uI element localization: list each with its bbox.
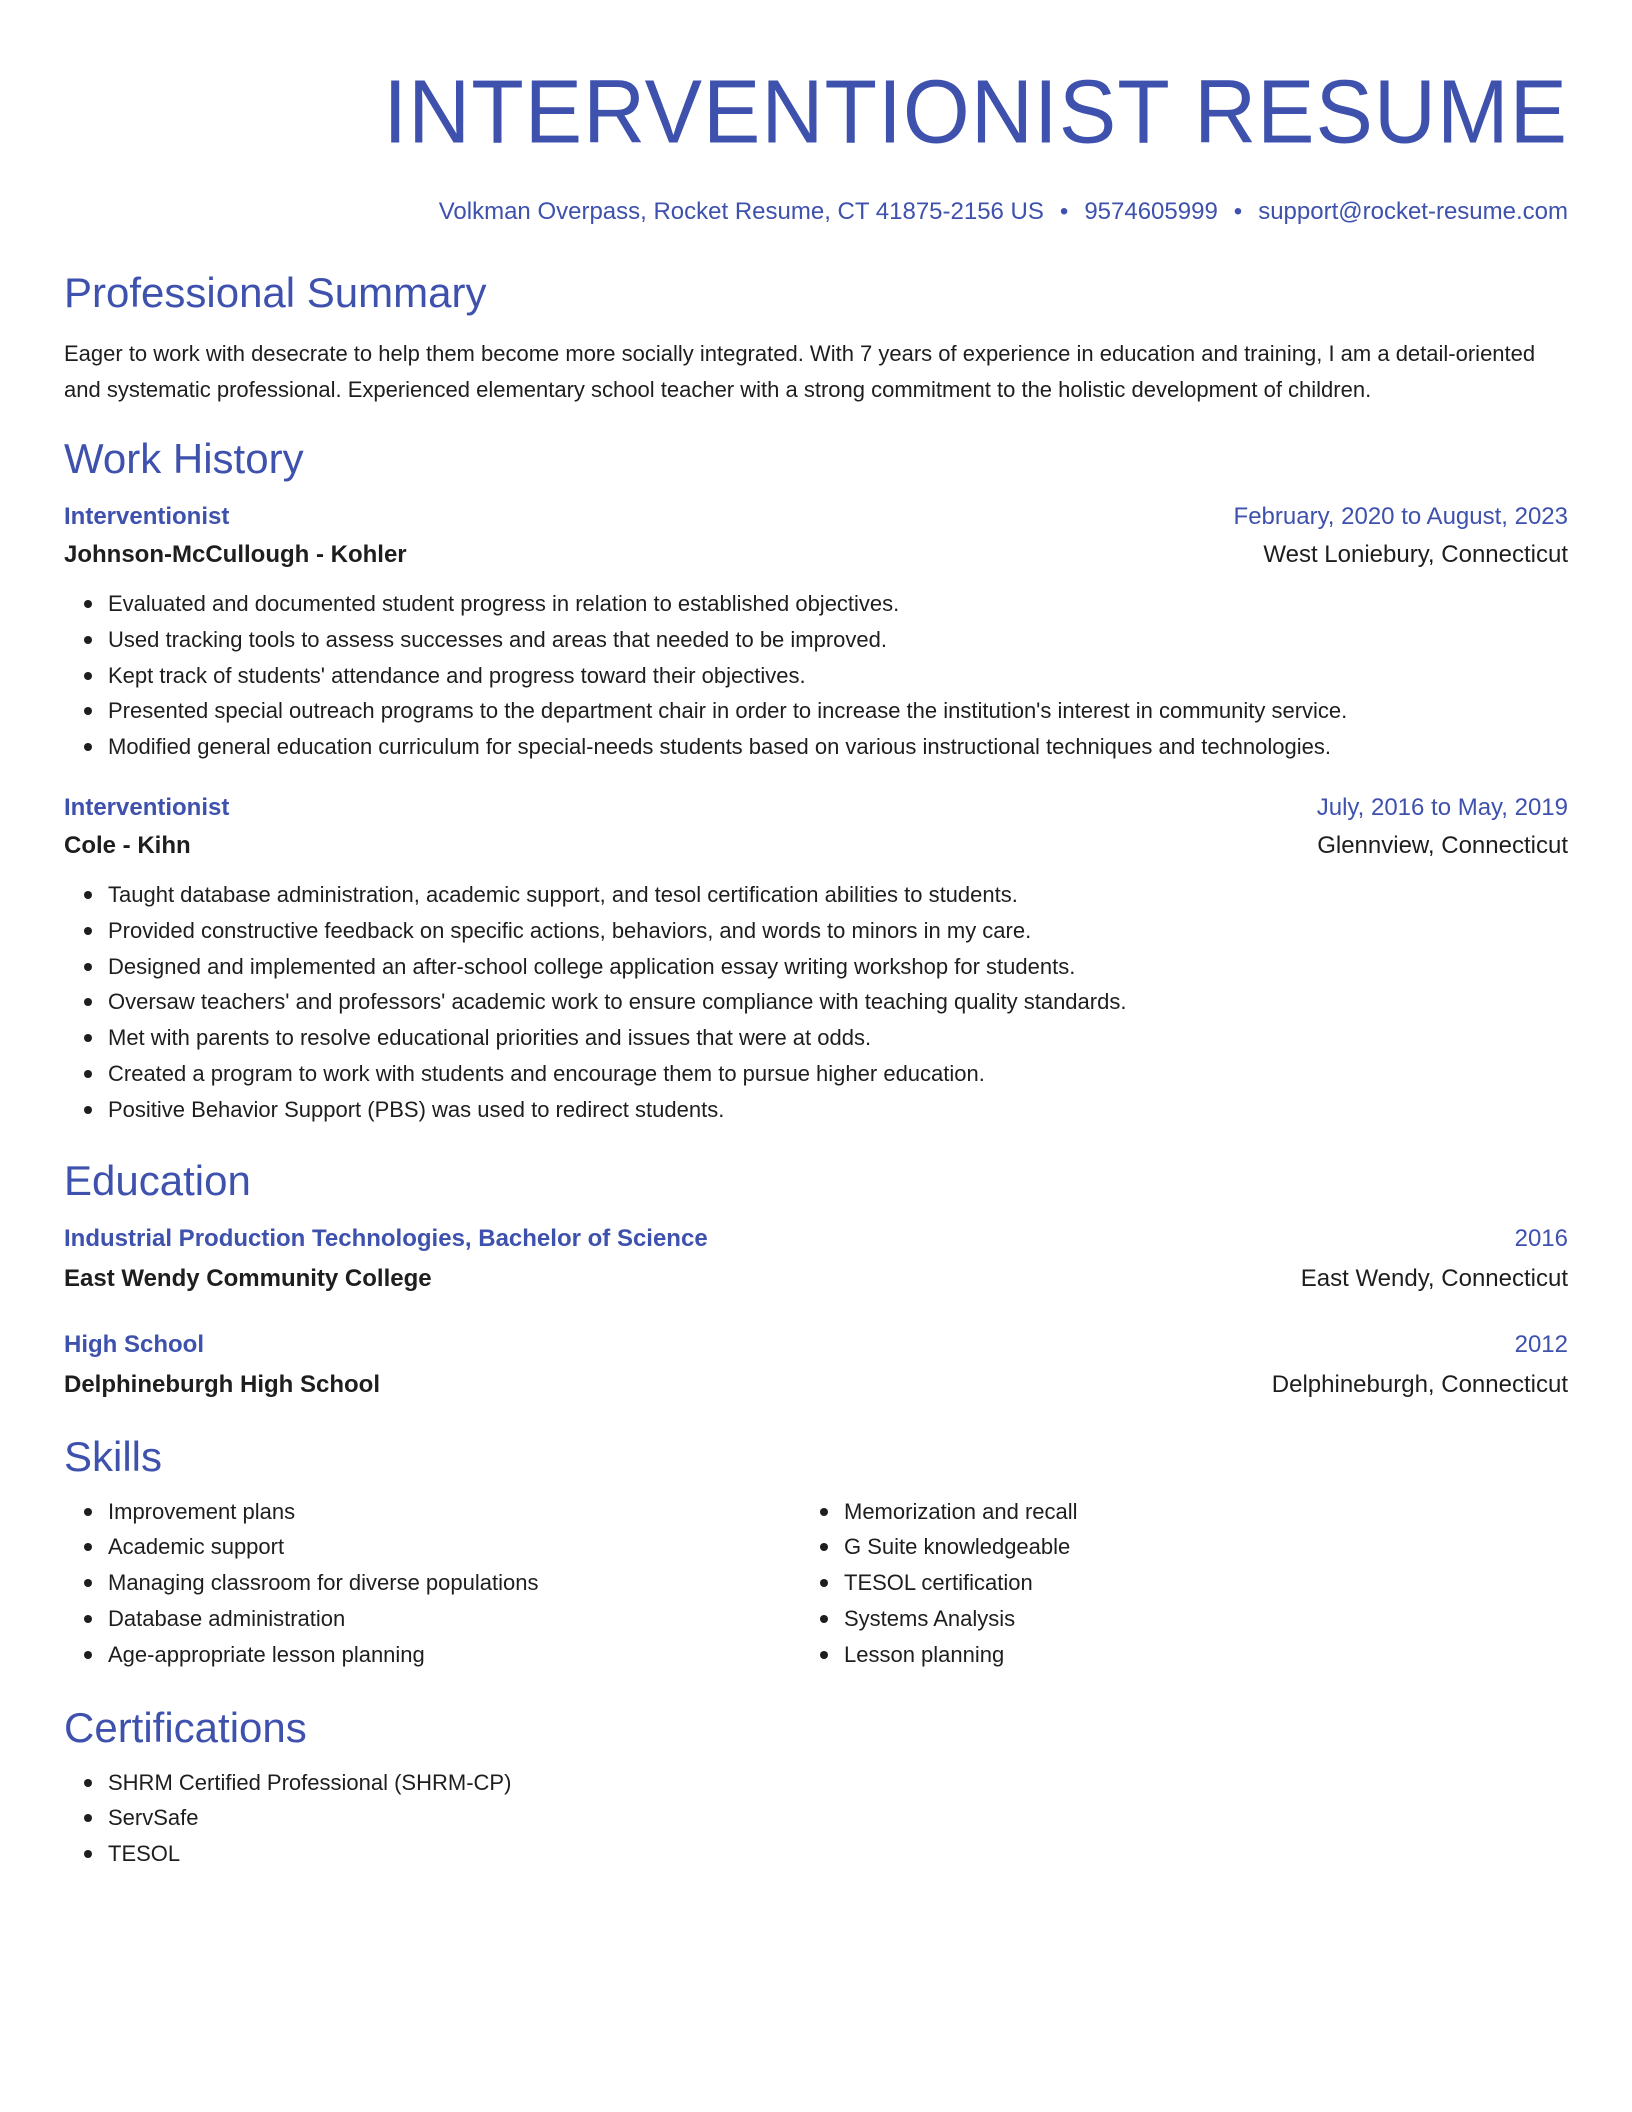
bullet-icon (84, 1543, 92, 1551)
work-history-section (64, 434, 1568, 1128)
bullet-icon (84, 1850, 92, 1858)
summary-section (64, 268, 1568, 408)
job-bullet-list (64, 877, 1568, 1128)
certification-text: TESOL (108, 1841, 181, 1867)
resume-header (64, 52, 1568, 228)
summary-text: Eager to work with desecrate to help them become more socially integrated. With 7 years of experience in education and training, I am a detail-oriented and systematic professional. Experienced elementary school teacher with a strong commitment to the holistic development of children. (64, 341, 1536, 402)
list-item (820, 1637, 1500, 1673)
bullet-icon (84, 672, 92, 680)
list-item-text: Presented special outreach programs to the department chair in order to increase the institution's interest in community service. (108, 698, 1348, 724)
job-employer: Cole - Kihn (64, 831, 191, 859)
list-item-text: Created a program to work with students and encourage them to pursue higher education. (108, 1060, 985, 1086)
list-item (820, 1529, 1500, 1565)
list-item-text: Met with parents to resolve educational priorities and issues that were at odds. (108, 1025, 872, 1051)
skill-text: TESOL certification (844, 1570, 1033, 1596)
certifications-heading: Certifications (64, 1703, 307, 1751)
graduation-year: 2016 (1514, 1224, 1568, 1252)
job-employer: Johnson-McCullough - Kohler (64, 541, 407, 568)
bullet-icon (84, 891, 92, 899)
certification-text: ServSafe (108, 1805, 199, 1831)
list-item-text: Provided constructive feedback on specific actions, behaviors, and words to minors in my care. (108, 917, 1032, 943)
bullet-icon (84, 927, 92, 935)
school-location: Delphineburgh, Connecticut (1271, 1370, 1568, 1398)
list-item (84, 1020, 1568, 1056)
list-item (84, 1836, 1568, 1872)
school-location: East Wendy, Connecticut (1300, 1264, 1568, 1292)
contact-line (64, 196, 1568, 228)
bullet-icon (820, 1508, 828, 1516)
resume-title: INTERVENTIONIST RESUME (383, 61, 1568, 163)
bullet-icon (84, 707, 92, 715)
certification-text: SHRM Certified Professional (SHRM-CP) (108, 1769, 512, 1795)
bullet-icon (820, 1579, 828, 1587)
summary-heading: Professional Summary (64, 269, 487, 316)
list-item-text: Oversaw teachers' and professors' academic work to ensure compliance with teaching quality standards. (108, 989, 1127, 1015)
school-name: East Wendy Community College (64, 1264, 432, 1292)
list-item (84, 622, 1568, 658)
list-item (84, 1494, 800, 1530)
bullet-icon (820, 1543, 828, 1551)
certifications-section (64, 1703, 1568, 1872)
skill-text: Age-appropriate lesson planning (108, 1641, 425, 1667)
bullet-icon (84, 1508, 92, 1516)
list-item-text: Taught database administration, academic support, and tesol certification abilities to students. (108, 881, 1018, 907)
contact-phone: 9574605999 (1084, 198, 1218, 225)
list-item (84, 1092, 1568, 1128)
list-item (84, 1765, 1568, 1801)
list-item (84, 658, 1568, 694)
contact-separator: • (1233, 198, 1243, 225)
list-item-text: Designed and implemented an after-school college application essay writing workshop for students. (108, 953, 1076, 979)
list-item-text: Positive Behavior Support (PBS) was used to redirect students. (108, 1096, 725, 1122)
list-item (84, 586, 1568, 622)
list-item-text: Used tracking tools to assess successes and areas that needed to be improved. (108, 626, 887, 652)
skills-list (800, 1494, 1500, 1673)
list-item (84, 729, 1568, 765)
job-title: Interventionist (64, 503, 230, 530)
job-dates: February, 2020 to August, 2023 (1233, 503, 1568, 530)
bullet-icon (84, 1034, 92, 1042)
work-history-heading: Work History (64, 435, 304, 482)
job-bullet-list (64, 586, 1568, 765)
job-title: Interventionist (64, 793, 230, 821)
list-item (84, 1800, 1568, 1836)
degree-title: Industrial Production Technologies, Bachelor of Science (64, 1224, 708, 1252)
skill-text: Improvement plans (108, 1498, 296, 1524)
job-location: West Loniebury, Connecticut (1263, 541, 1568, 568)
skill-text: G Suite knowledgeable (844, 1534, 1071, 1560)
education-entry (64, 1326, 1568, 1404)
list-item (84, 984, 1568, 1020)
skills-list (64, 1494, 800, 1673)
skill-text: Lesson planning (844, 1641, 1005, 1667)
list-item (84, 1565, 800, 1601)
education-entry (64, 1220, 1568, 1298)
contact-email: support@rocket-resume.com (1258, 198, 1568, 225)
job-location: Glennview, Connecticut (1317, 831, 1568, 859)
list-item (84, 693, 1568, 729)
graduation-year: 2012 (1514, 1330, 1568, 1358)
list-item (84, 913, 1568, 949)
school-name: Delphineburgh High School (64, 1370, 380, 1398)
bullet-icon (84, 1651, 92, 1659)
list-item-text: Evaluated and documented student progress in relation to established objectives. (108, 591, 900, 616)
bullet-icon (84, 1615, 92, 1623)
job-dates: July, 2016 to May, 2019 (1316, 793, 1568, 821)
skills-heading: Skills (64, 1432, 163, 1480)
bullet-icon (84, 1106, 92, 1114)
list-item (820, 1565, 1500, 1601)
job-entry (64, 789, 1568, 1128)
bullet-icon (84, 963, 92, 971)
contact-address: Volkman Overpass, Rocket Resume, CT 41875-2156 US (438, 198, 1044, 225)
bullet-icon (820, 1615, 828, 1623)
list-item (84, 877, 1568, 913)
bullet-icon (84, 1814, 92, 1822)
bullet-icon (84, 998, 92, 1006)
job-entry (64, 498, 1568, 765)
degree-title: High School (64, 1330, 204, 1358)
bullet-icon (84, 600, 92, 608)
bullet-icon (84, 1070, 92, 1078)
skills-column-right (800, 1494, 1500, 1673)
list-item (84, 1056, 1568, 1092)
contact-separator: • (1059, 198, 1069, 225)
skills-grid (64, 1494, 1568, 1673)
bullet-icon (84, 1579, 92, 1587)
skill-text: Memorization and recall (844, 1498, 1078, 1524)
skill-text: Academic support (108, 1534, 285, 1560)
list-item (84, 1601, 800, 1637)
certifications-list (64, 1765, 1568, 1872)
education-heading: Education (64, 1156, 251, 1204)
list-item-text: Kept track of students' attendance and progress toward their objectives. (108, 662, 806, 688)
bullet-icon (84, 636, 92, 644)
list-item (820, 1494, 1500, 1530)
skill-text: Database administration (108, 1605, 346, 1631)
skills-column-left (64, 1494, 800, 1673)
list-item (84, 949, 1568, 985)
list-item (84, 1529, 800, 1565)
education-section (64, 1156, 1568, 1404)
skill-text: Systems Analysis (844, 1605, 1016, 1631)
skill-text: Managing classroom for diverse populations (108, 1570, 539, 1596)
skills-section (64, 1432, 1568, 1673)
list-item (820, 1601, 1500, 1637)
list-item-text: Modified general education curriculum for special-needs students based on various instructional techniques and technologies. (108, 734, 1331, 760)
bullet-icon (84, 743, 92, 751)
list-item (84, 1637, 800, 1673)
bullet-icon (84, 1779, 92, 1787)
bullet-icon (820, 1651, 828, 1659)
